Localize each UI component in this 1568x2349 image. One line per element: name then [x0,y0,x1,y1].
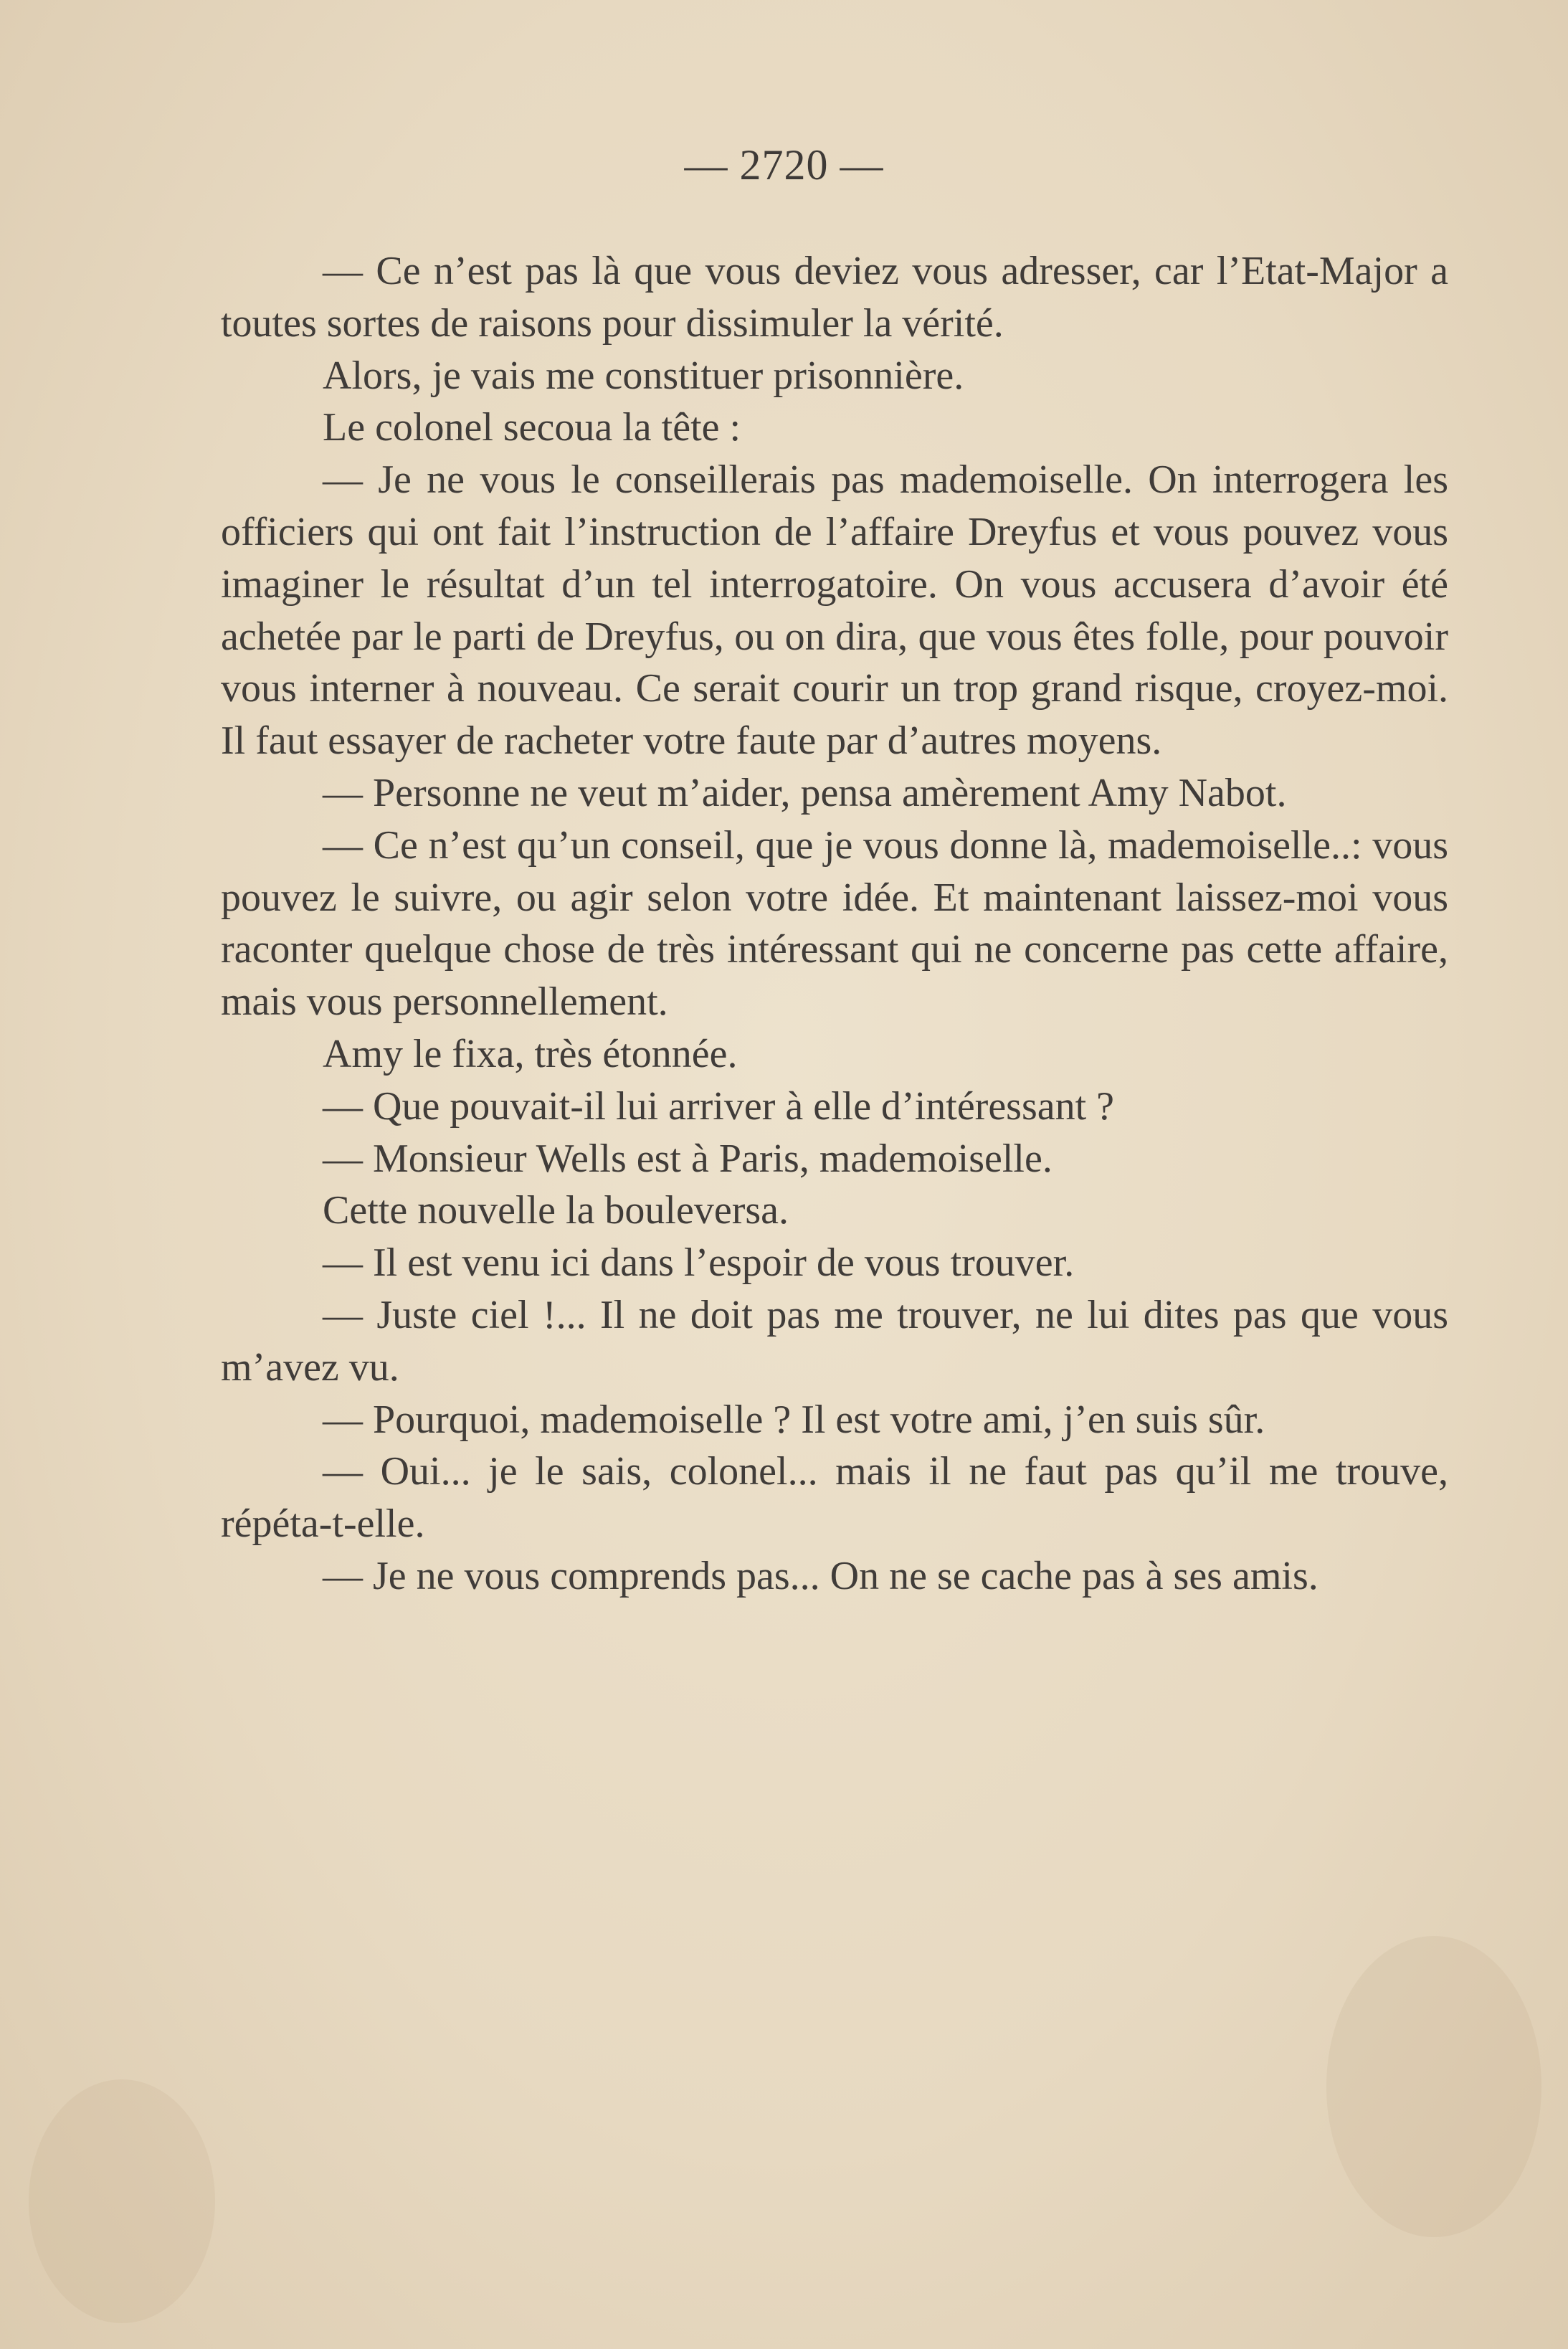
paragraph: — Monsieur Wells est à Paris, mademoiselle. [323,1136,1053,1181]
paragraph: — Ce n’est qu’un conseil, que je vous donne là, mademoiselle..: vous pouvez le suivre, ou agir selon votre idée. Et maintenant laissez-moi vous raconter quelque chose de très intéressant qui ne concerne pas cette affaire, mais vous personnellement. [221,822,1448,1025]
paragraph: — Juste ciel !... Il ne doit pas me trouver, ne lui dites pas que vous m’avez vu. [221,1292,1448,1390]
paragraph: Alors, je vais me constituer prisonnière. [323,353,964,398]
paper-stain [29,2079,215,2323]
paragraph: — Je ne vous comprends pas... On ne se cache pas à ses amis. [323,1553,1318,1598]
paragraph: Amy le fixa, très étonnée. [323,1031,738,1076]
paragraph: — Oui... je le sais, colonel... mais il ne faut pas qu’il me trouve, répéta-t-elle. [221,1449,1448,1547]
paragraph: — Je ne vous le conseillerais pas mademoiselle. On interrogera les officiers qui ont fait l’instruction de l’affaire Dreyfus et vous pouvez vous imaginer le résultat d’un tel interrogatoire. On vous accusera d’avoir été achetée par le parti de Dreyfus, ou on dira, que vous êtes folle, pour pouvoir vous interner à nouveau. Ce serait courir un trop grand risque, croyez-moi. Il faut essayer de racheter votre faute par d’autres moyens. [221,457,1448,764]
paragraph: Le colonel secoua la tête : [323,405,741,450]
paragraph: — Personne ne veut m’aider, pensa amèrement Amy Nabot. [323,770,1287,815]
paragraph: — Que pouvait-il lui arriver à elle d’intéressant ? [323,1083,1115,1129]
paragraph: — Ce n’est pas là que vous deviez vous adresser, car l’Etat-Major a toutes sortes de raisons pour dissimuler la vérité. [221,249,1448,346]
paragraph: — Il est venu ici dans l’espoir de vous trouver. [323,1240,1075,1286]
paper-stain [1326,1936,1541,2237]
body-text [221,245,1448,1603]
paragraph: — Pourquoi, mademoiselle ? Il est votre ami, j’en suis sûr. [323,1397,1265,1442]
paragraph: Cette nouvelle la bouleversa. [323,1188,789,1233]
page-number: — 2720 — [684,141,884,189]
